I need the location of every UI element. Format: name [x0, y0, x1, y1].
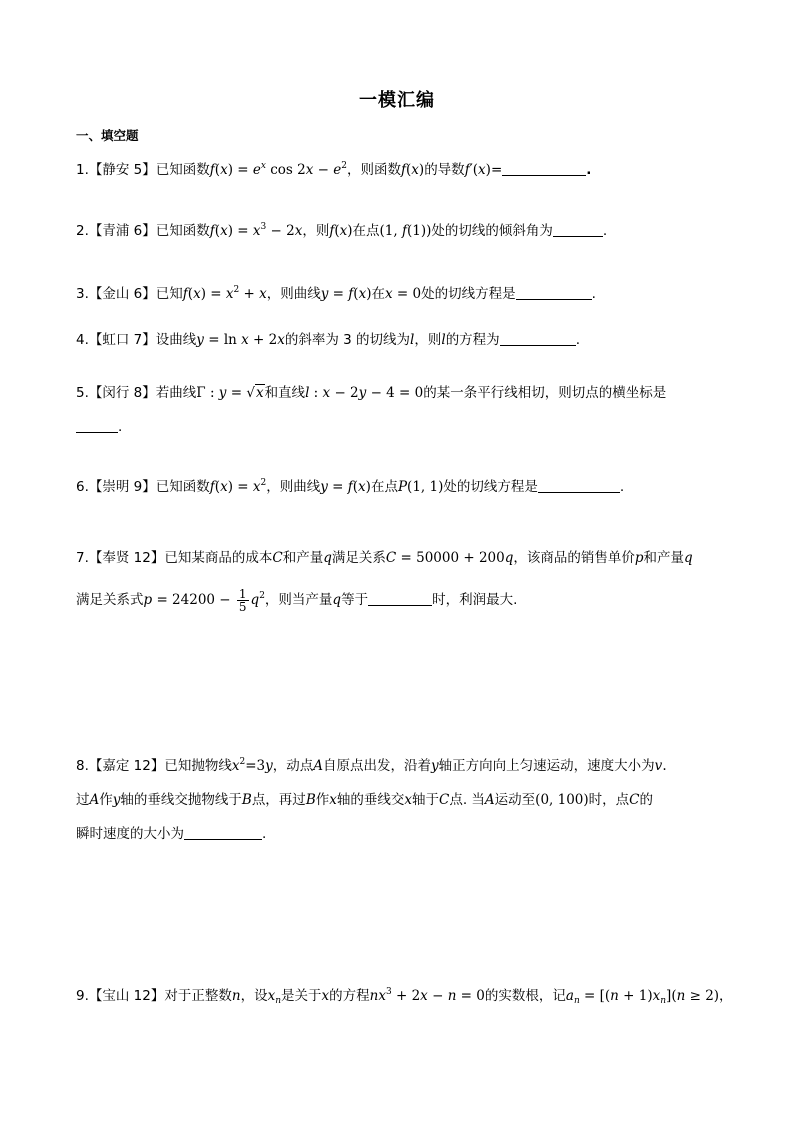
answer-blank	[538, 478, 620, 493]
question-6: 6.【崇明 9】已知函数$f(x) = x^2$，则曲线y = f(x)在点P(1, 1)处的切线方程是 .	[76, 478, 625, 495]
question-1: 1.【静安 5】已知函数$f(x) = e^x$ $\cos 2x - e^2$，则函数f(x)的导数f′(x)= .	[76, 161, 592, 178]
question-8: 8.【嘉定 12】已知抛物线$x^2=3y$，动点A自原点出发，沿着y轴正方向向上匀速运动，速度大小为v. 过A作y轴的垂线交抛物线于B点，再过B作x轴的垂线交x轴于C点. 当A运动至(0, 100)时，点C的 瞬时速度的大小为 .	[76, 757, 667, 842]
answer-blank	[500, 331, 576, 346]
question-3: 3.【金山 6】已知$f(x) = x^2 + x$，则曲线y = f(x)在x = 0处的切线方程是 .	[76, 285, 596, 302]
answer-blank	[516, 285, 592, 300]
answer-blank	[502, 161, 586, 176]
question-2: 2.【青浦 6】已知函数$f(x) = x^3 - 2x$，则f(x)在点(1, f(1))处的切线的倾斜角为 .	[76, 222, 608, 239]
answer-blank	[184, 825, 262, 840]
question-9: 9.【宝山 12】对于正整数n，设$x_n$是关于x的方程$nx^3 + 2x - n = 0$的实数根，记$a_n = [(n + 1)x_n](n \ge 2)$，	[76, 987, 733, 1006]
question-5: 5.【闵行 8】若曲线Γ : y = √x和直线l : x − 2y − 4 = 0的某一条平行线相切，则切点的横坐标是 .	[76, 385, 667, 435]
section-heading: 一、填空题	[76, 128, 139, 143]
document-title: 一模汇编	[359, 90, 435, 111]
question-4: 4.【虹口 7】设曲线y = ln x + 2x的斜率为 3 的切线为l，则l的方程为 .	[76, 332, 580, 348]
answer-blank	[76, 418, 118, 433]
question-7: 7.【奉贤 12】已知某商品的成本C和产量q满足关系C = 50000 + 200q，该商品的销售单价p和产量q 满足关系式p = 24200 − $\frac{1}{5}$ $q^2$，则当产量q等于 时，利润最大.	[76, 550, 693, 614]
answer-blank	[553, 222, 603, 237]
answer-blank	[368, 591, 432, 606]
